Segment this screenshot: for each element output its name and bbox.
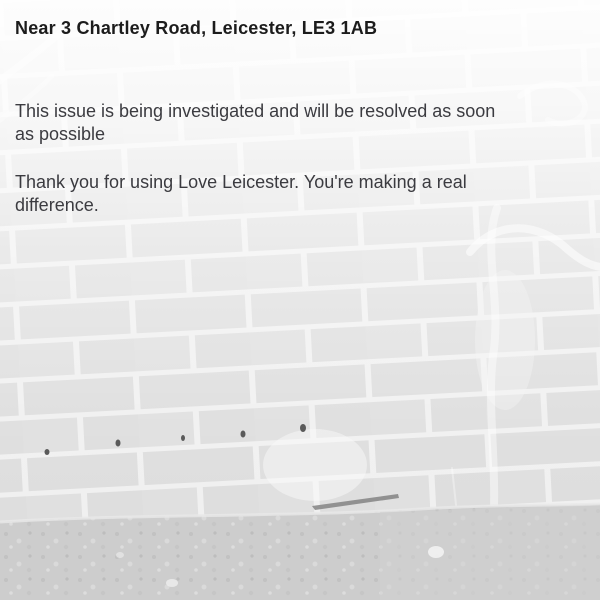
thanks-message-line-1: Thank you for using Love Leicester. You're making a real — [15, 172, 467, 192]
status-message-line-2: as possible — [15, 124, 106, 144]
report-thanks-message — [15, 171, 467, 217]
thanks-message-line-2: difference. — [15, 195, 99, 215]
report-location-title: Near 3 Chartley Road, Leicester, LE3 1AB — [15, 18, 378, 38]
report-status-message — [15, 100, 495, 146]
status-message-line-1: This issue is being investigated and will be resolved as soon — [15, 101, 496, 121]
